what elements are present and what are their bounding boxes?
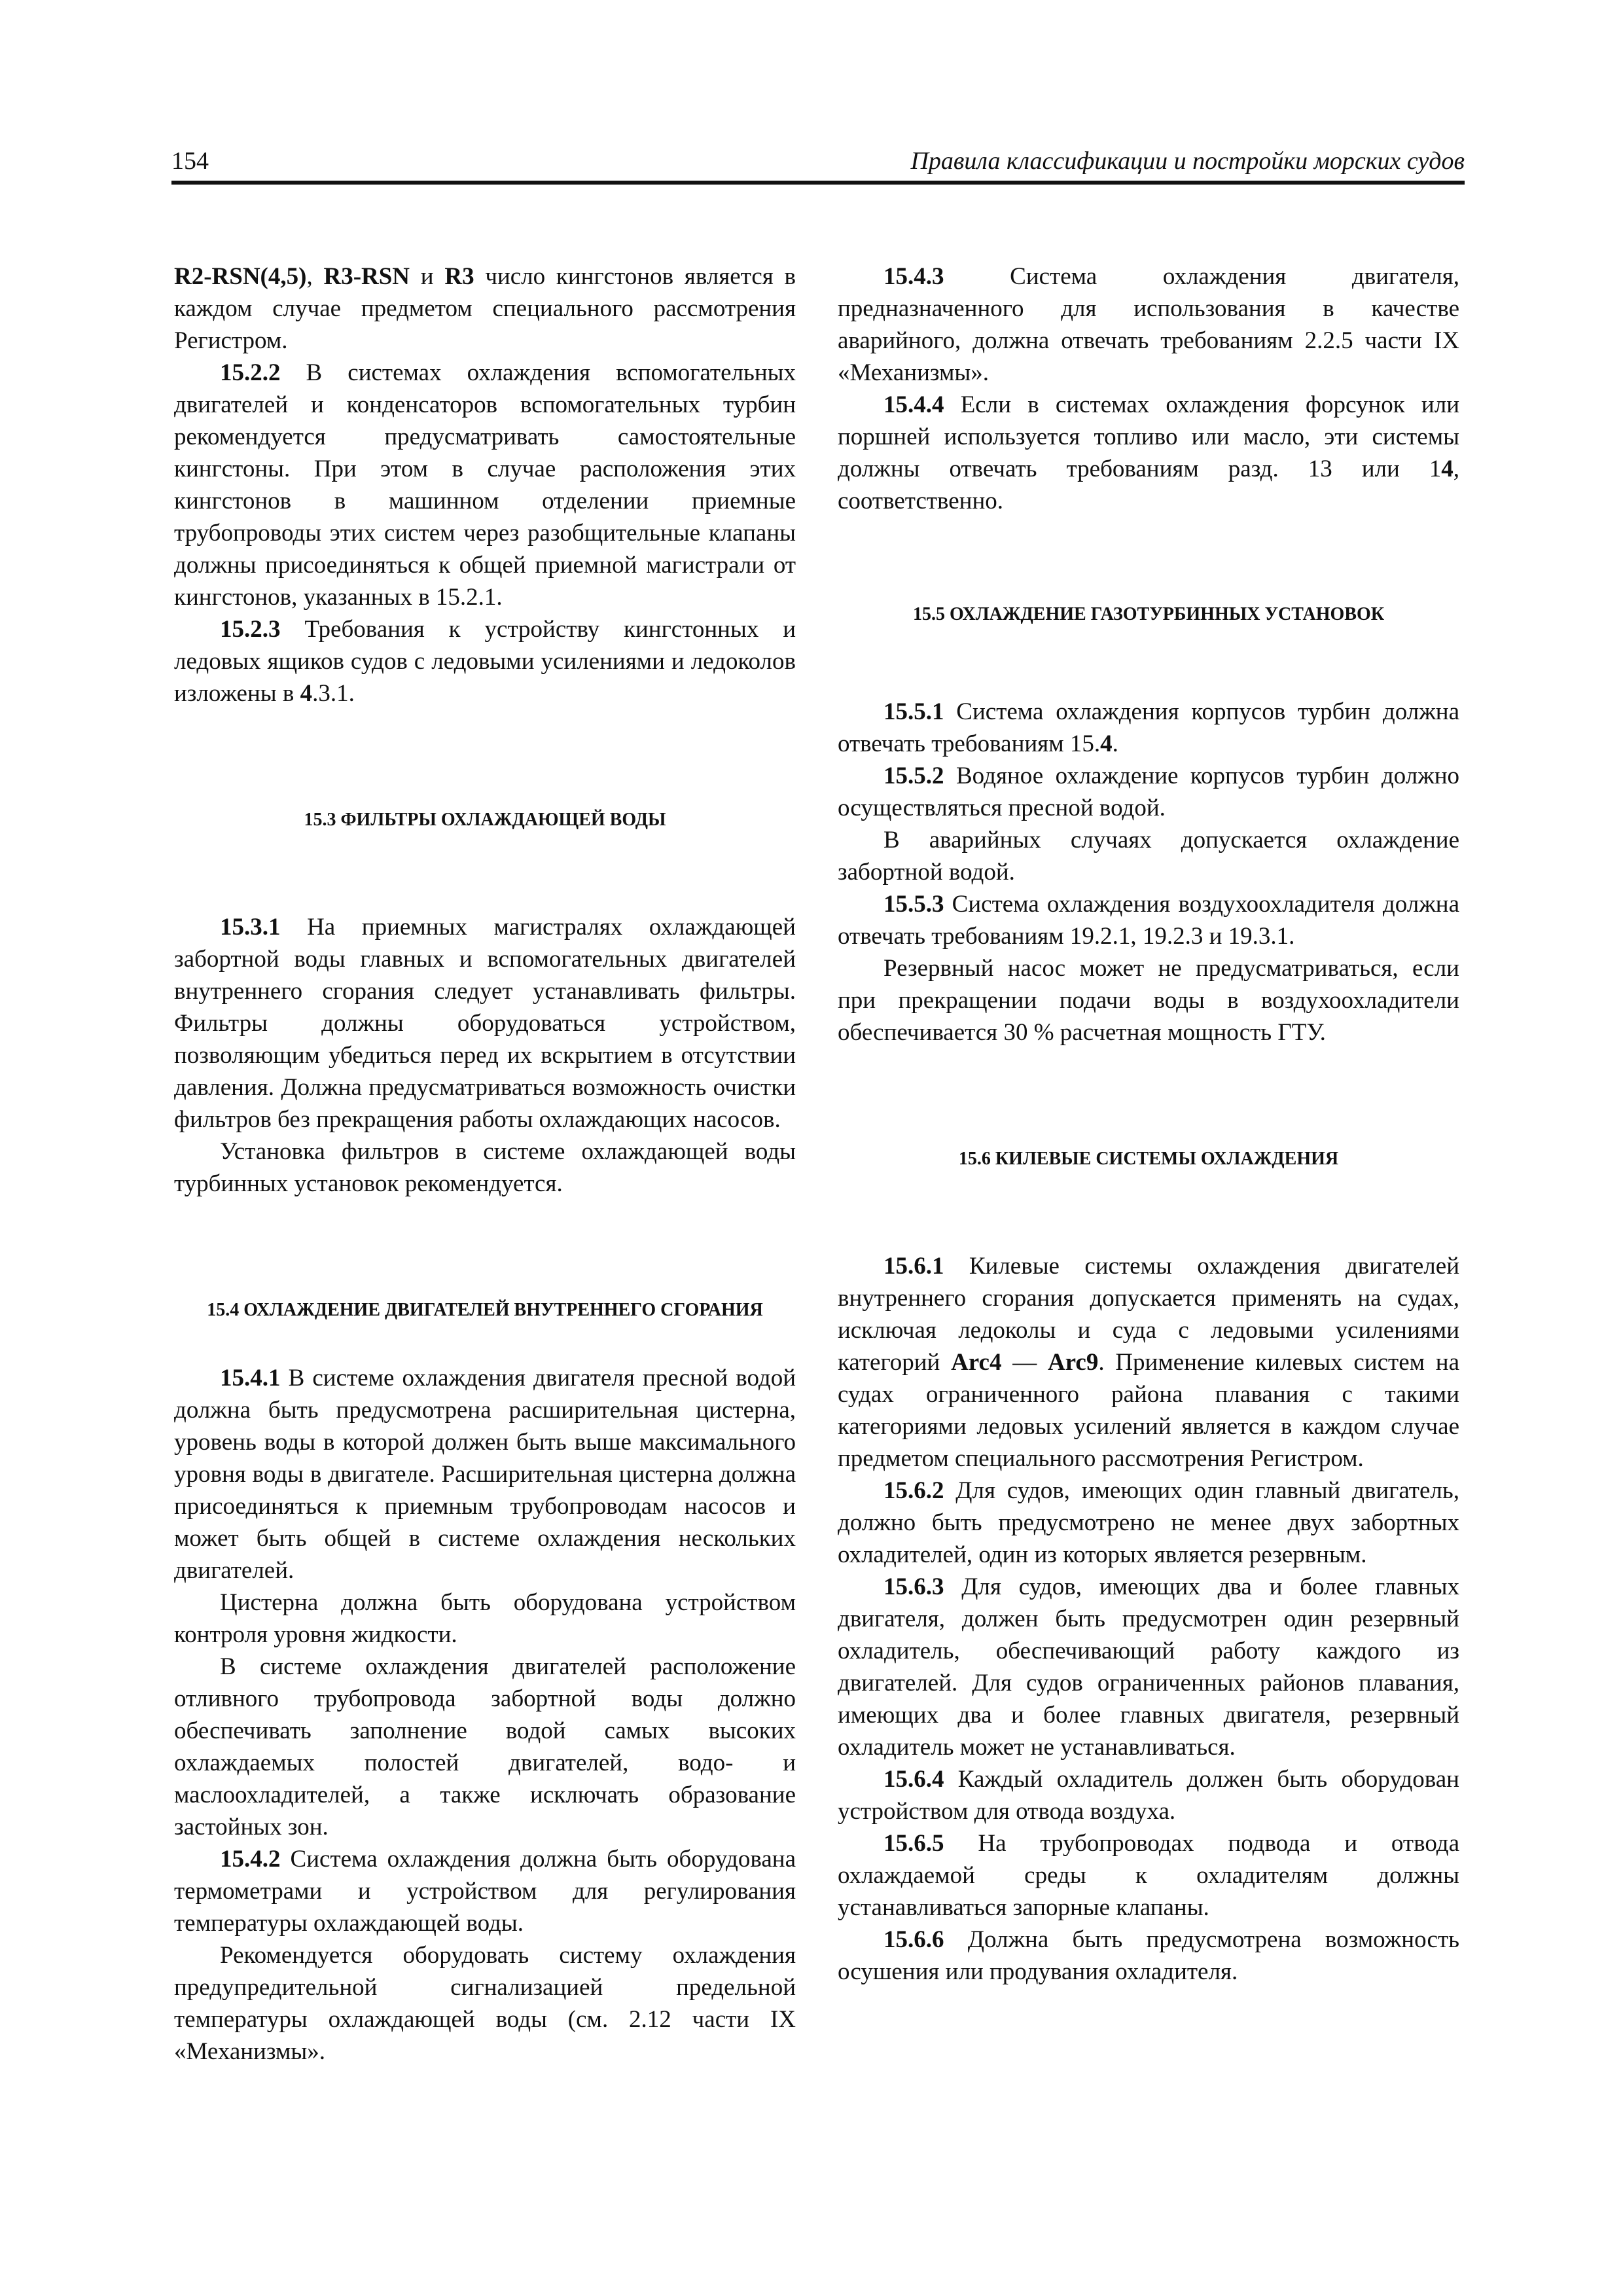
paragraph-15-5-2-b: В аварийных случаях допускается охлаждение забортной водой.	[838, 827, 1459, 886]
class-notation: R3-RSN	[323, 263, 410, 290]
page-header	[171, 145, 1465, 182]
paragraph-15-5-3-b: Резервный насос может не предусматриваться, если при прекращении подачи воды в воздухоохладители обеспечивается 30 % расчетная мощность ГТУ.	[838, 955, 1459, 1046]
section-number: 15.5.2	[883, 762, 944, 789]
paragraph-15-5-3	[838, 888, 1459, 952]
text-run: число кингстонов является в каждом случае предметом специального рассмотрения Регистром.	[174, 263, 796, 354]
paragraph-text: Система охлаждения должна быть оборудована термометрами и устройством для регулирования температуры охлаждающей воды.	[174, 1846, 796, 1937]
paragraph-15-5-2	[838, 760, 1459, 824]
section-number: 15.6.2	[883, 1477, 944, 1504]
class-notation: R3	[444, 263, 474, 290]
section-number: 15.6.4	[883, 1766, 944, 1793]
spacer	[838, 1049, 1459, 1147]
right-column	[838, 260, 1459, 1988]
paragraph-text: В системе охлаждения двигателя пресной водой должна быть предусмотрена расширительная цистерна, уровень воды в которой должен быть выше максимального уровня воды в двигателе. Расширительная цистерна должна присоединяться к приемным трубопроводам насосов и может быть общей в системе охлаждения нескольких двигателей.	[174, 1365, 796, 1584]
heading-15-5: 15.5 ОХЛАЖДЕНИЕ ГАЗОТУРБИННЫХ УСТАНОВОК	[912, 604, 1385, 624]
section-number: 15.3.1	[220, 914, 281, 941]
paragraph-15-5-1	[838, 696, 1459, 760]
paragraph-text: Должна быть предусмотрена возможность осушения или продувания охладителя.	[838, 1926, 1459, 1985]
section-number: 15.4.2	[220, 1846, 281, 1873]
section-number: 15.5.1	[883, 698, 944, 725]
paragraph-text: На трубопроводах подвода и отвода охлаждаемой среды к охладителям должны устанавливаться запорные клапаны.	[838, 1830, 1459, 1921]
paragraph-text: —	[1001, 1349, 1048, 1376]
paragraph-continuation	[174, 260, 796, 357]
paragraph-text: На приемных магистралях охлаждающей забортной воды главных и вспомогательных двигателей внутреннего сгорания следует устанавливать фильтры. Фильтры должны оборудоваться устройством, позволяющим убедиться перед их вскрытием в отсутствии давления. Должна предусматриваться возможность очистки фильтров без прекращения работы охлаждающих насосов.	[174, 914, 796, 1133]
paragraph-text: .3.1.	[312, 680, 355, 707]
section-number: 15.6.5	[883, 1830, 944, 1857]
paragraph-15-6-6	[838, 1924, 1459, 1988]
paragraph-15-6-2	[838, 1475, 1459, 1571]
paragraph-text: Водяное охлаждение корпусов турбин должно осуществляться пресной водой.	[838, 762, 1459, 821]
paragraph-15-4-2-b: Рекомендуется оборудовать систему охлаждения предупредительной сигнализацией предельной температуры охлаждающей воды (см. 2.12 части IX «Механизмы».	[174, 1942, 796, 2065]
section-number: 15.5.3	[883, 891, 944, 918]
paragraph-text: Для судов, имеющих один главный двигатель, должно быть предусмотрено не менее двух забортных охладителей, один из которых является резервным.	[838, 1477, 1459, 1568]
left-column	[174, 260, 796, 2068]
spacer	[174, 709, 796, 808]
paragraph-text: Система охлаждения корпусов турбин должна отвечать требованиям 15.	[838, 698, 1459, 757]
paragraph-15-2-3	[174, 613, 796, 709]
text-run: ,	[306, 263, 324, 290]
spacer	[838, 517, 1459, 602]
paragraph-text: Каждый охладитель должен быть оборудован устройством для отвода воздуха.	[838, 1766, 1459, 1825]
header-rule	[171, 181, 1465, 185]
spacer	[174, 833, 796, 911]
paragraph-15-6-4	[838, 1763, 1459, 1827]
chapter-ref: 4	[1100, 730, 1113, 757]
heading-15-4: 15.4 ОХЛАЖДЕНИЕ ДВИГАТЕЛЕЙ ВНУТРЕННЕГО СГОРАНИЯ	[207, 1300, 763, 1320]
section-number: 15.4.3	[883, 263, 944, 290]
chapter-ref: 4	[1441, 456, 1454, 482]
paragraph-15-3-1	[174, 911, 796, 1136]
text-run: и	[410, 263, 445, 290]
paragraph-text: В системах охлаждения вспомогательных двигателей и конденсаторов вспомогательных турбин рекомендуется предусматривать самостоятельные кингстоны. При этом в случае расположения этих кингстонов в машинном отделении приемные трубопроводы этих систем через разобщительные клапаны должны присоединяться к общей приемной магистрали от кингстонов, указанных в 15.2.1.	[174, 359, 796, 611]
paragraph-15-2-2	[174, 357, 796, 613]
paragraph-text: Требования к устройству кингстонных и ледовых ящиков судов с ледовыми усилениями и ледоколов изложены в	[174, 616, 796, 707]
section-number: 15.6.1	[883, 1253, 944, 1280]
paragraph-text: Система охлаждения двигателя, предназначенного для использования в качестве аварийного, должна отвечать требованиям 2.2.5 части IX «Механизмы».	[838, 263, 1459, 386]
class-notation: R2-RSN(4,5)	[174, 263, 307, 290]
paragraph-15-4-1-b: Цистерна должна быть оборудована устройством контроля уровня жидкости.	[174, 1589, 796, 1648]
paragraph-15-3-extra: Установка фильтров в системе охлаждающей воды турбинных установок рекомендуется.	[174, 1138, 796, 1197]
section-number: 15.6.3	[883, 1573, 944, 1600]
paragraph-15-4-1	[174, 1362, 796, 1587]
ice-class: Arc9	[1047, 1349, 1099, 1376]
paragraph-text: Если в системах охлаждения форсунок или поршней используется топливо или масло, эти системы должны отвечать требованиям разд. 13 или 1	[838, 391, 1459, 482]
section-number: 15.4.1	[220, 1365, 281, 1391]
paragraph-15-4-1-c: В системе охлаждения двигателей расположение отливного трубопровода забортной воды должно обеспечивать заполнение водой самых высоких охлаждаемых полостей двигателей, водо- и маслоохладителей, а также исключать образование застойных зон.	[174, 1653, 796, 1840]
spacer	[174, 1323, 796, 1362]
paragraph-text: . Применение килевых систем на судах ограниченного района плавания с такими категориями ледовых усилений является в каждом случае предметом специального рассмотрения Регистром.	[838, 1349, 1459, 1472]
running-title: Правила классификации и постройки морских судов	[910, 147, 1465, 175]
page-number: 154	[171, 147, 209, 175]
heading-15-3: 15.3 ФИЛЬТРЫ ОХЛАЖДАЮЩЕЙ ВОДЫ	[304, 810, 666, 830]
paragraph-15-6-3	[838, 1571, 1459, 1763]
paragraph-15-6-5	[838, 1827, 1459, 1924]
heading-15-6: 15.6 КИЛЕВЫЕ СИСТЕМЫ ОХЛАЖДЕНИЯ	[958, 1149, 1339, 1169]
chapter-ref: 4	[300, 680, 313, 707]
paragraph-15-4-4	[838, 389, 1459, 517]
ice-class: Arc4	[951, 1349, 1002, 1376]
paragraph-15-6-1	[838, 1250, 1459, 1475]
paragraph-text: .	[1112, 730, 1118, 757]
section-number: 15.2.3	[220, 616, 281, 643]
paragraph-text: Для судов, имеющих два и более главных двигателя, должен быть предусмотрен один резервный охладитель, обеспечивающий работу каждого из двигателей. Для судов ограниченных районов плавания, имеющих два и более главных двигателя, резервный охладитель может не устанавливаться.	[838, 1573, 1459, 1761]
paragraph-text: Система охлаждения воздухоохладителя должна отвечать требованиям 19.2.1, 19.2.3 и 19.3.1.	[838, 891, 1459, 950]
section-number: 15.2.2	[220, 359, 281, 386]
paragraph-15-4-3	[838, 260, 1459, 389]
spacer	[174, 1200, 796, 1298]
paragraph-text: , соответственно.	[838, 456, 1459, 514]
paragraph-text: Килевые системы охлаждения двигателей внутреннего сгорания допускается применять на судах, исключая ледоколы и суда с ледовыми усилениями категорий	[838, 1253, 1459, 1376]
section-number: 15.4.4	[883, 391, 944, 418]
paragraph-15-4-2	[174, 1843, 796, 1939]
spacer	[838, 1172, 1459, 1250]
spacer	[838, 627, 1459, 696]
section-number: 15.6.6	[883, 1926, 944, 1953]
